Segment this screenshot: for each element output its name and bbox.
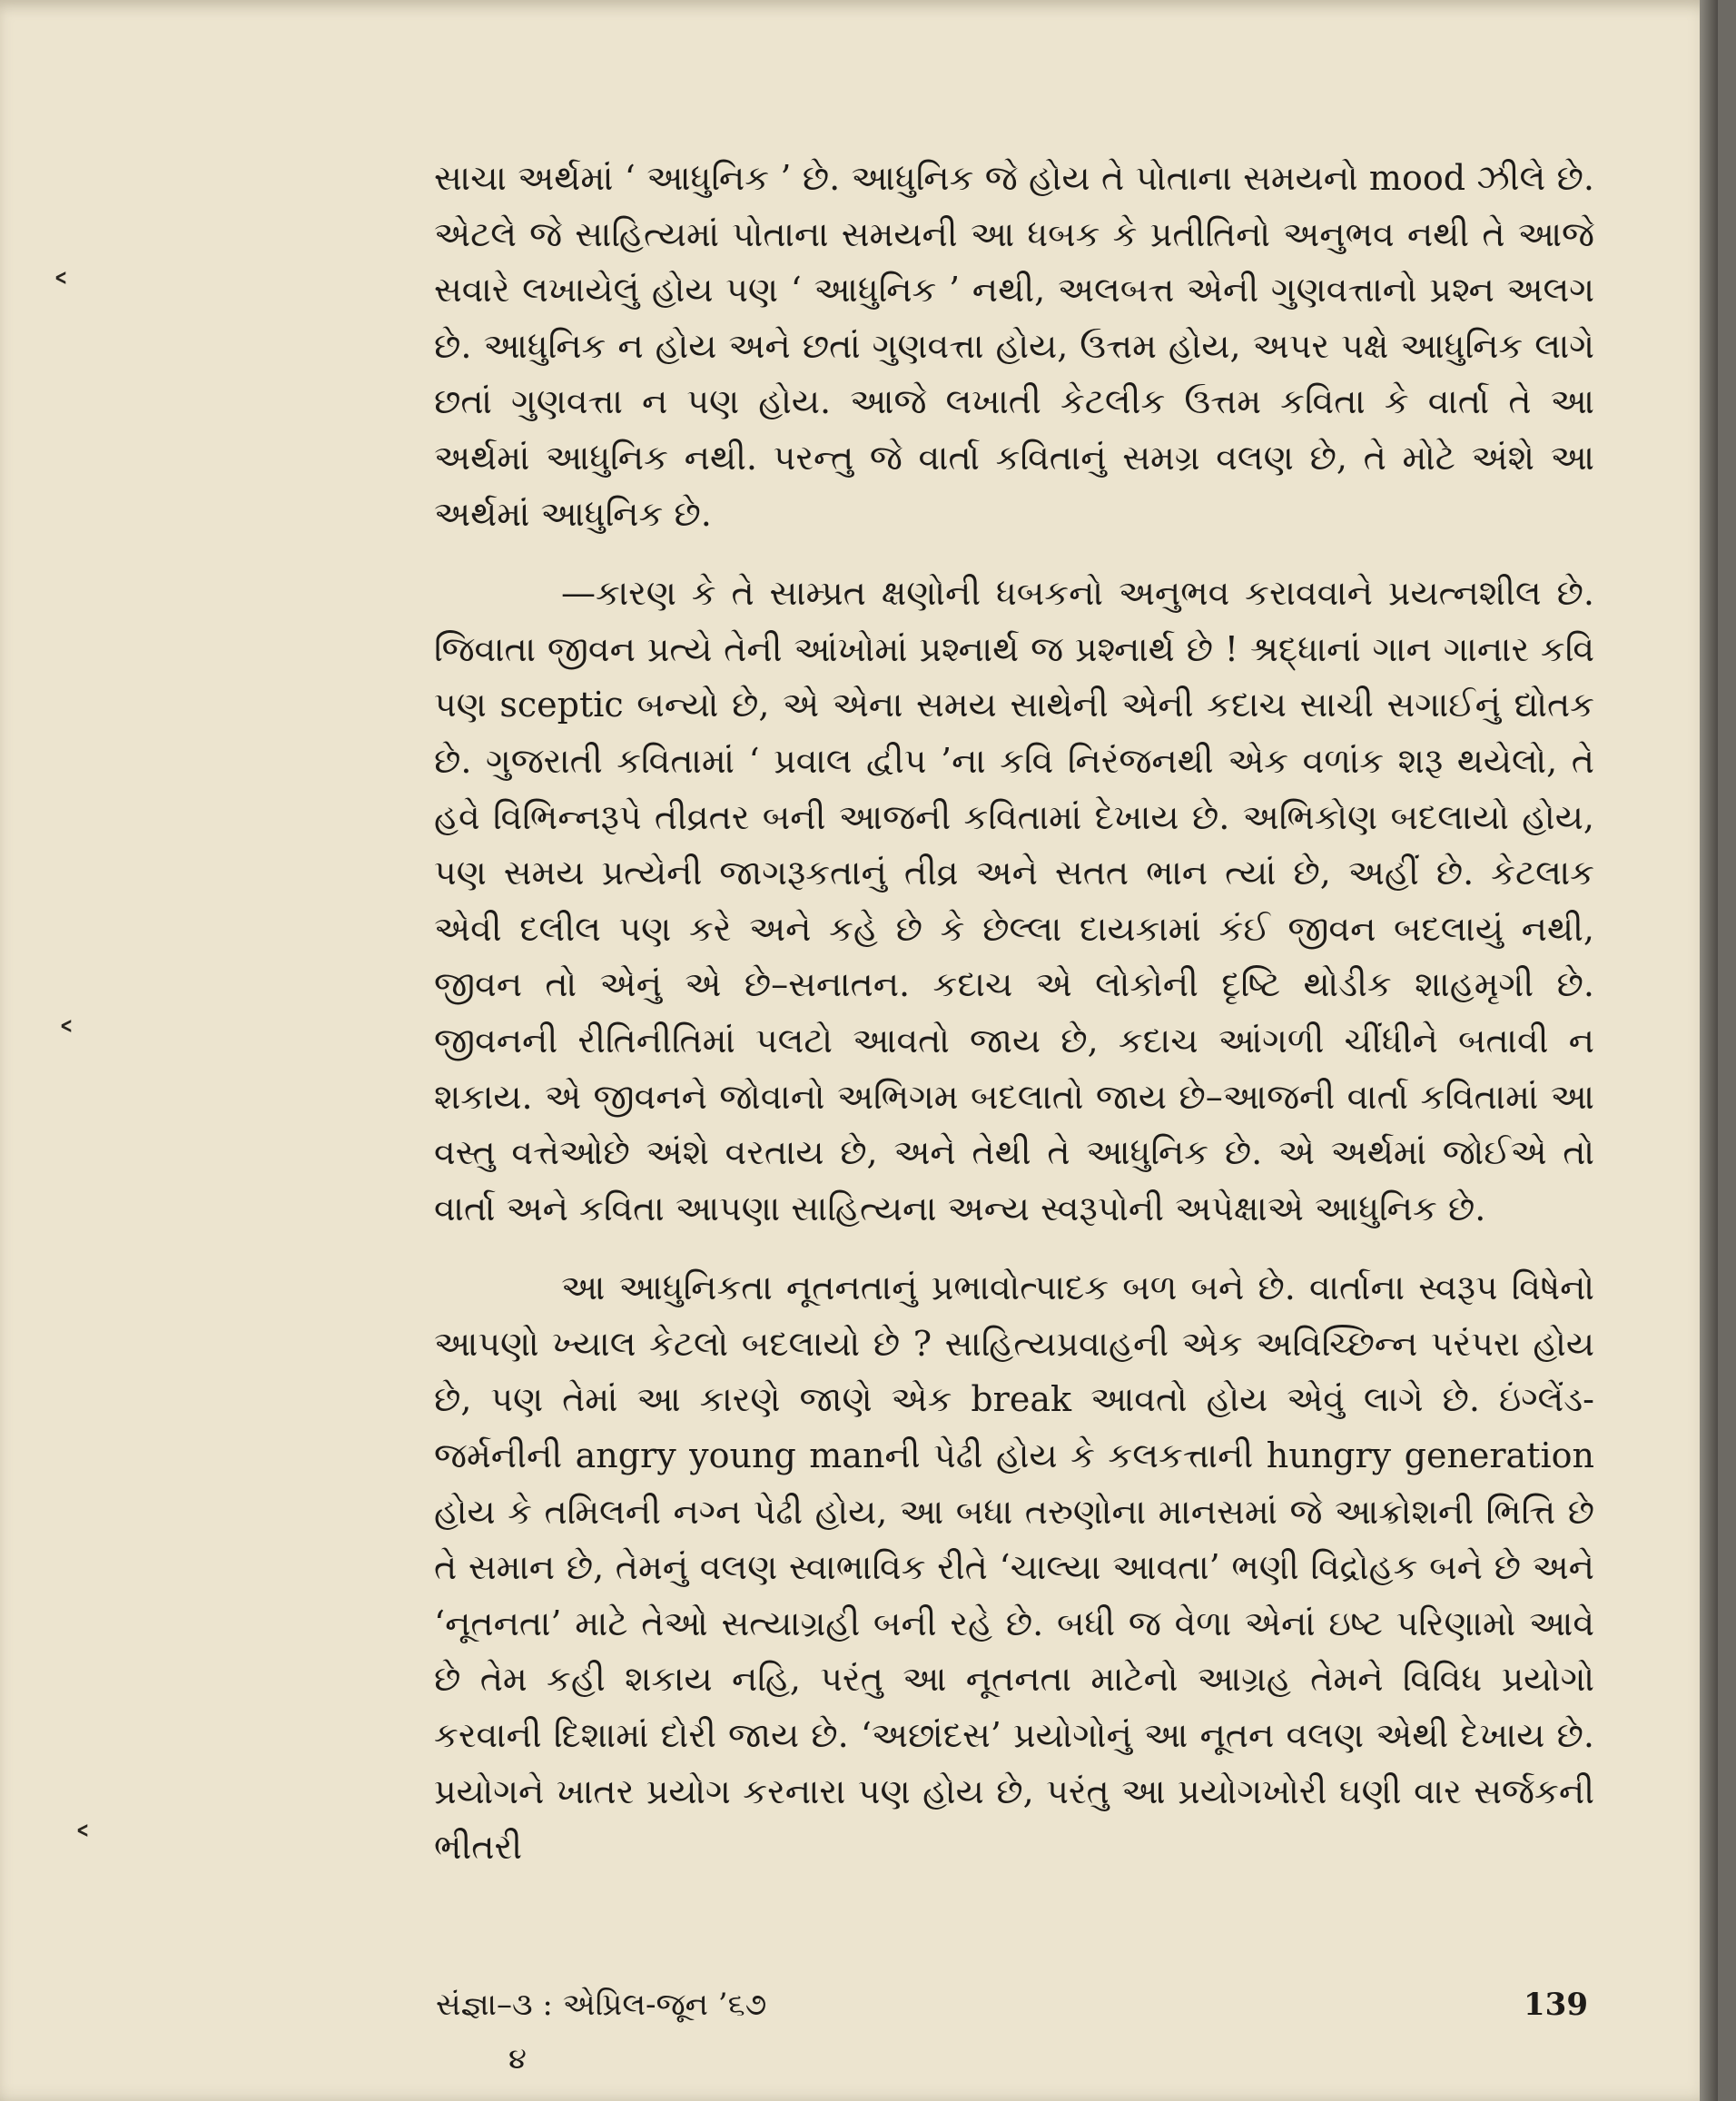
footer-source: સંજ્ઞા–૩ : એપ્રિલ-જૂન ’૬૭	[436, 1987, 767, 2023]
paragraph-1: સાચા અર્થમાં ‘ આધુનિક ’ છે. આધુનિક જે હોય તે પોતાના સમયનો mood ઝીલે છે. એટલે જે સાહિત્યમાં પોતાના સમયની આ ધબક કે પ્રતીતિનો અનુભવ નથી તે આજે સવારે લખાયેલું હોય પણ ‘ આધુનિક ’ નથી, અલબત્ત એની ગુણવત્તાનો પ્રશ્ન અલગ છે. આધુનિક ન હોય અને છતાં ગુણવત્તા હોય, ઉત્તમ હોય, અપર પક્ષે આધુનિક લાગે છતાં ગુણવત્તા ન પણ હોય. આજે લખાતી કેટલીક ઉત્તમ કવિતા કે વાર્તા તે આ અર્થમાં આધુનિક નથી. પરન્તુ જે વાર્તા કવિતાનું સમગ્ર વલણ છે, તે મોટે અંશે આ અર્થમાં આધુનિક છે.	[434, 158, 1594, 534]
signature-mark: ૪	[508, 2041, 527, 2076]
body-text	[434, 151, 1594, 1876]
margin-tick-mark: ˂	[51, 269, 71, 315]
margin-tick-mark: ˂	[73, 1821, 93, 1868]
paragraph-2: —કારણ કે તે સામ્પ્રત ક્ષણોની ધબકનો અનુભવ કરાવવાને પ્રયત્નશીલ છે. જિવાતા જીવન પ્રત્યે તેની આંખોમાં પ્રશ્નાર્થ જ પ્રશ્નાર્થ છે ! શ્રદ્ધાનાં ગાન ગાનાર કવિ પણ sceptic બન્યો છે, એ એના સમય સાથેની એની કદાચ સાચી સગાઈનું દ્યોતક છે. ગુજરાતી કવિતામાં ‘ પ્રવાલ દ્વીપ ’ના કવિ નિરંજનથી એક વળાંક શરૂ થયેલો, તે હવે વિભિન્નરૂપે તીવ્રતર બની આજની કવિતામાં દેખાય છે. અભિકોણ બદલાયો હોય, પણ સમય પ્રત્યેની જાગરૂકતાનું તીવ્ર અને સતત ભાન ત્યાં છે, અહીં છે. કેટલાક એવી દલીલ પણ કરે અને કહે છે કે છેલ્લા દાયકામાં કંઈ જીવન બદલાયું નથી, જીવન તો એનું એ છે–સનાતન. કદાચ એ લોકોની દૃષ્ટિ થોડીક શાહમૃગી છે. જીવનની રીતિનીતિમાં પલટો આવતો જાય છે, કદાચ આંગળી ચીંધીને બતાવી ન શકાય. એ જીવનને જોવાનો અભિગમ બદલાતો જાય છે–આજની વાર્તા કવિતામાં આ વસ્તુ વત્તેઓછે અંશે વરતાય છે, અને તેથી તે આધુનિક છે. એ અર્થમાં જોઈએ તો વાર્તા અને કવિતા આપણા સાહિત્યના અન્ય સ્વરૂપોની અપેક્ષાએ આધુનિક છે.	[434, 573, 1594, 1228]
page-edge	[1700, 0, 1718, 2101]
margin-tick-mark: ˂	[56, 1017, 76, 1063]
page-number: 139	[1524, 1987, 1588, 2023]
paragraph-3: આ આધુનિકતા નૂતનતાનું પ્રભાવોત્પાદક બળ બને છે. વાર્તાના સ્વરૂપ વિષેનો આપણો ખ્યાલ કેટલો બદલાયો છે ? સાહિત્યપ્રવાહની એક અવિચ્છિન્ન પરંપરા હોય છે, પણ તેમાં આ કારણે જાણે એક break આવતો હોય એવું લાગે છે. ઇંગ્લેંડ-જર્મનીની angry young manની પેઢી હોય કે કલકત્તાની hungry generation હોય કે તમિલની નગ્ન પેઢી હોય, આ બધા તરુણોના માનસમાં જે આક્રોશની ભિત્તિ છે તે સમાન છે, તેમનું વલણ સ્વાભાવિક રીતે ‘ચાલ્યા આવતા’ ભણી વિદ્રોહક બને છે અને ‘નૂતનતા’ માટે તેઓ સત્યાગ્રહી બની રહે છે. બધી જ વેળા એનાં ઇષ્ટ પરિણામો આવે છે તેમ કહી શકાય નહિ, પરંતુ આ નૂતનતા માટેનો આગ્રહ તેમને વિવિધ પ્રયોગો કરવાની દિશામાં દોરી જાય છે. ‘અછાંદસ’ પ્રયોગોનું આ નૂતન વલણ એથી દેખાય છે. પ્રયોગને ખાતર પ્રયોગ કરનારા પણ હોય છે, પરંતુ આ પ્રયોગખોરી ઘણી વાર સર્જકની ભીતરી	[434, 1268, 1594, 1868]
